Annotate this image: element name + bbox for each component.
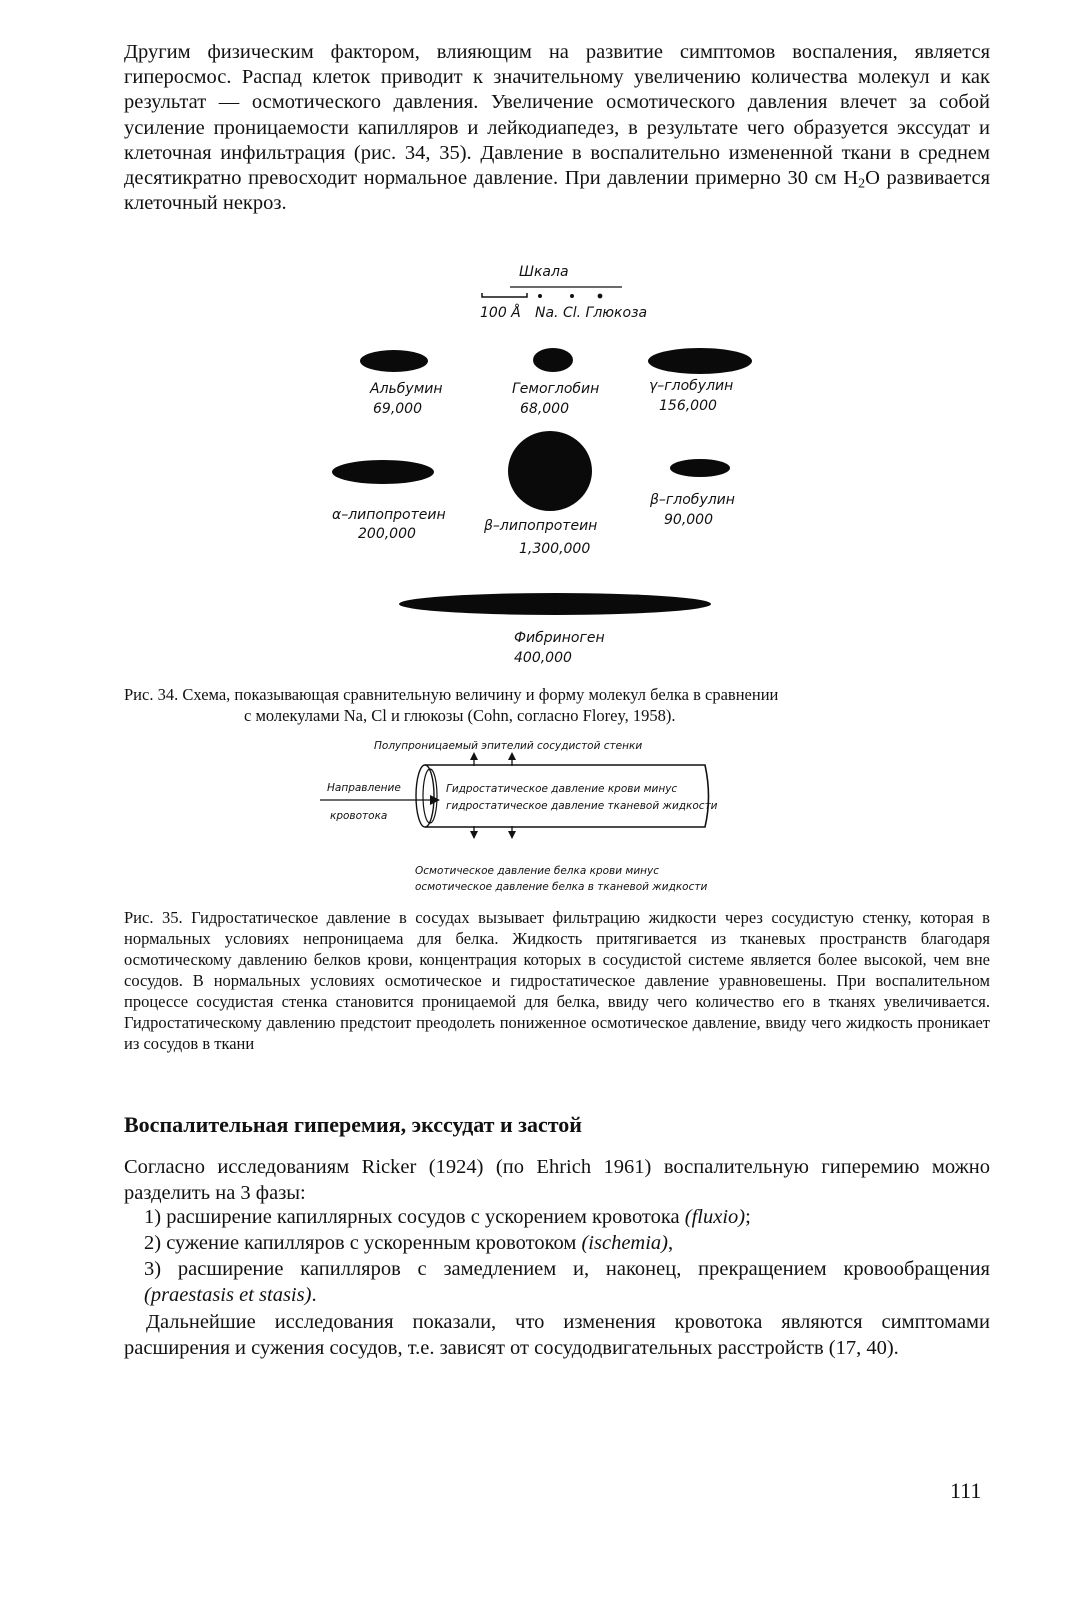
albumin-weight: 69,000 bbox=[373, 401, 422, 417]
arrow-bottom-2-head bbox=[508, 831, 516, 839]
beta-globulin-shape bbox=[670, 459, 730, 477]
list-item bbox=[124, 1231, 990, 1257]
arrow-top-2-head bbox=[508, 752, 516, 760]
list-item-text: 2) сужение капилляров с ускоренным кровотоком bbox=[144, 1232, 582, 1254]
figure-35 bbox=[0, 730, 1070, 930]
fig35-bottom-line2: осмотическое давление белка в тканевой жидкости bbox=[415, 881, 708, 893]
scale-label-small: Na. Cl. Глюкоза bbox=[535, 305, 648, 321]
hemoglobin-weight: 68,000 bbox=[520, 401, 569, 417]
gamma-globulin-weight: 156,000 bbox=[659, 398, 717, 414]
section-heading: Воспалительная гиперемия, экссудат и застой bbox=[124, 1112, 582, 1137]
fig35-inner-line1: Гидростатическое давление крови минус bbox=[446, 783, 678, 795]
page-number: 111 bbox=[950, 1478, 982, 1503]
list-item-tail: , bbox=[668, 1232, 674, 1254]
beta-lipoprotein-weight: 1,300,000 bbox=[519, 541, 591, 557]
figure-35-caption bbox=[124, 907, 990, 1054]
intro-subscript: 2 bbox=[858, 176, 866, 192]
scale-label-100a: 100 Å bbox=[480, 305, 521, 321]
gamma-globulin-shape bbox=[648, 348, 752, 374]
list-item-text: 1) расширение капиллярных сосудов с ускорением кровотока bbox=[144, 1206, 685, 1228]
beta-globulin-weight: 90,000 bbox=[664, 512, 713, 528]
flow-label-1: Направление bbox=[327, 782, 401, 794]
fibrinogen-shape bbox=[399, 593, 711, 615]
scale-dot-glucose bbox=[598, 294, 603, 299]
figure-34-caption-line1: Схема, показывающая сравнительную величину и форму молекул белка в сравнении bbox=[182, 685, 779, 704]
hemoglobin-name: Гемоглобин bbox=[512, 381, 600, 397]
flow-label-2: кровотока bbox=[330, 810, 388, 822]
intro-text-part2: O развивается клеточный некроз. bbox=[124, 167, 990, 215]
list-item-text: 3) расширение капилляров с замедлением и, наконец, прекращением кровообращения bbox=[144, 1258, 990, 1280]
fig35-inner-line2: гидростатическое давление тканевой жидкости bbox=[446, 800, 718, 812]
list-item bbox=[124, 1257, 990, 1308]
flow-arrow-head bbox=[430, 795, 440, 805]
scale-dot-cl bbox=[570, 294, 574, 298]
vessel-tube bbox=[425, 765, 709, 827]
albumin-shape bbox=[360, 350, 428, 372]
fibrinogen-name: Фибриноген bbox=[514, 630, 605, 646]
gamma-globulin-name: γ–глобулин bbox=[649, 378, 734, 394]
alpha-lipoprotein-shape bbox=[332, 460, 434, 484]
list-item-tail: ; bbox=[745, 1206, 751, 1228]
section-intro: Согласно исследованиям Ricker (1924) (по Ehrich 1961) воспалительную гиперемию можно разделить на 3 фазы: bbox=[124, 1156, 990, 1204]
beta-globulin-name: β–глобулин bbox=[650, 492, 735, 508]
list-item-term: (fluxio) bbox=[684, 1206, 746, 1228]
list-item-term: (praestasis et stasis) bbox=[144, 1283, 312, 1306]
intro-text-part1: Другим физическим фактором, влияющим на развитие симптомов воспаления, является гиперосмос. Распад клеток приводит к значительному увеличению количества молекул и как результат — осмотического давления. Увеличение осмотического давления влечет за собой усиление проницаемости капилляров и лейкодиапедез, в результате чего образуется экссудат и клеточная инфильтрация (рис. 34, 35). Давление в воспалительно измененной ткани в среднем десятикратно превосходит нормальное давление. При давлении примерно 30 см H bbox=[124, 41, 990, 190]
figure-35-label: Рис. 35. bbox=[124, 908, 183, 927]
figure-34-label: Рис. 34. bbox=[124, 685, 179, 704]
fig35-top-label: Полупроницаемый эпителий сосудистой стенки bbox=[374, 740, 643, 752]
figure-34-caption-line2: с молекулами Na, Cl и глюкозы (Cohn, согласно Florey, 1958). bbox=[244, 706, 676, 725]
section-closing: Дальнейшие исследования показали, что изменения кровотока являются симптомами расширения и сужения сосудов, т.е. зависят от сосудодвигательных расстройств (17, 40). bbox=[124, 1311, 990, 1359]
alpha-lipoprotein-name: α–липопротеин bbox=[332, 507, 446, 523]
hemoglobin-shape bbox=[533, 348, 573, 372]
alpha-lipoprotein-weight: 200,000 bbox=[358, 526, 416, 542]
beta-lipoprotein-shape bbox=[508, 431, 592, 511]
arrow-bottom-1-head bbox=[470, 831, 478, 839]
figure-35-caption-text: Гидростатическое давление в сосудах вызывает фильтрацию жидкости через сосудистую стенку, которая в нормальных условиях непроницаема для белка. Жидкость притягивается из тканевых пространств благодаря осмотическому давлению белков крови, концентрация которых в сосудистой системе является более высокой, чем вне сосудов. В нормальных условиях осмотическое и гидростатическое давление уравновешены. При воспалительном процессе сосудистая стенка становится проницаемой для белка, ввиду чего количество его в тканях увеличивается. Гидростатическому давлению предстоит преодолеть пониженное осмотическое давление, ввиду чего жидкость проникает из сосудов в ткани bbox=[124, 908, 990, 1053]
scale-title: Шкала bbox=[519, 264, 569, 280]
list-item-tail: . bbox=[311, 1283, 317, 1306]
arrow-top-1-head bbox=[470, 752, 478, 760]
scale-dot-na bbox=[538, 294, 542, 298]
list-item bbox=[124, 1205, 990, 1231]
figure-34-caption bbox=[124, 684, 990, 726]
beta-lipoprotein-name: β–липопротеин bbox=[484, 518, 598, 534]
list-item-term: (ischemia) bbox=[581, 1232, 669, 1254]
fig35-bottom-line1: Осмотическое давление белка крови минус bbox=[415, 865, 660, 877]
albumin-name: Альбумин bbox=[370, 381, 443, 397]
figure-34 bbox=[0, 0, 1070, 680]
scale-bar bbox=[482, 293, 527, 297]
fibrinogen-weight: 400,000 bbox=[514, 650, 572, 666]
